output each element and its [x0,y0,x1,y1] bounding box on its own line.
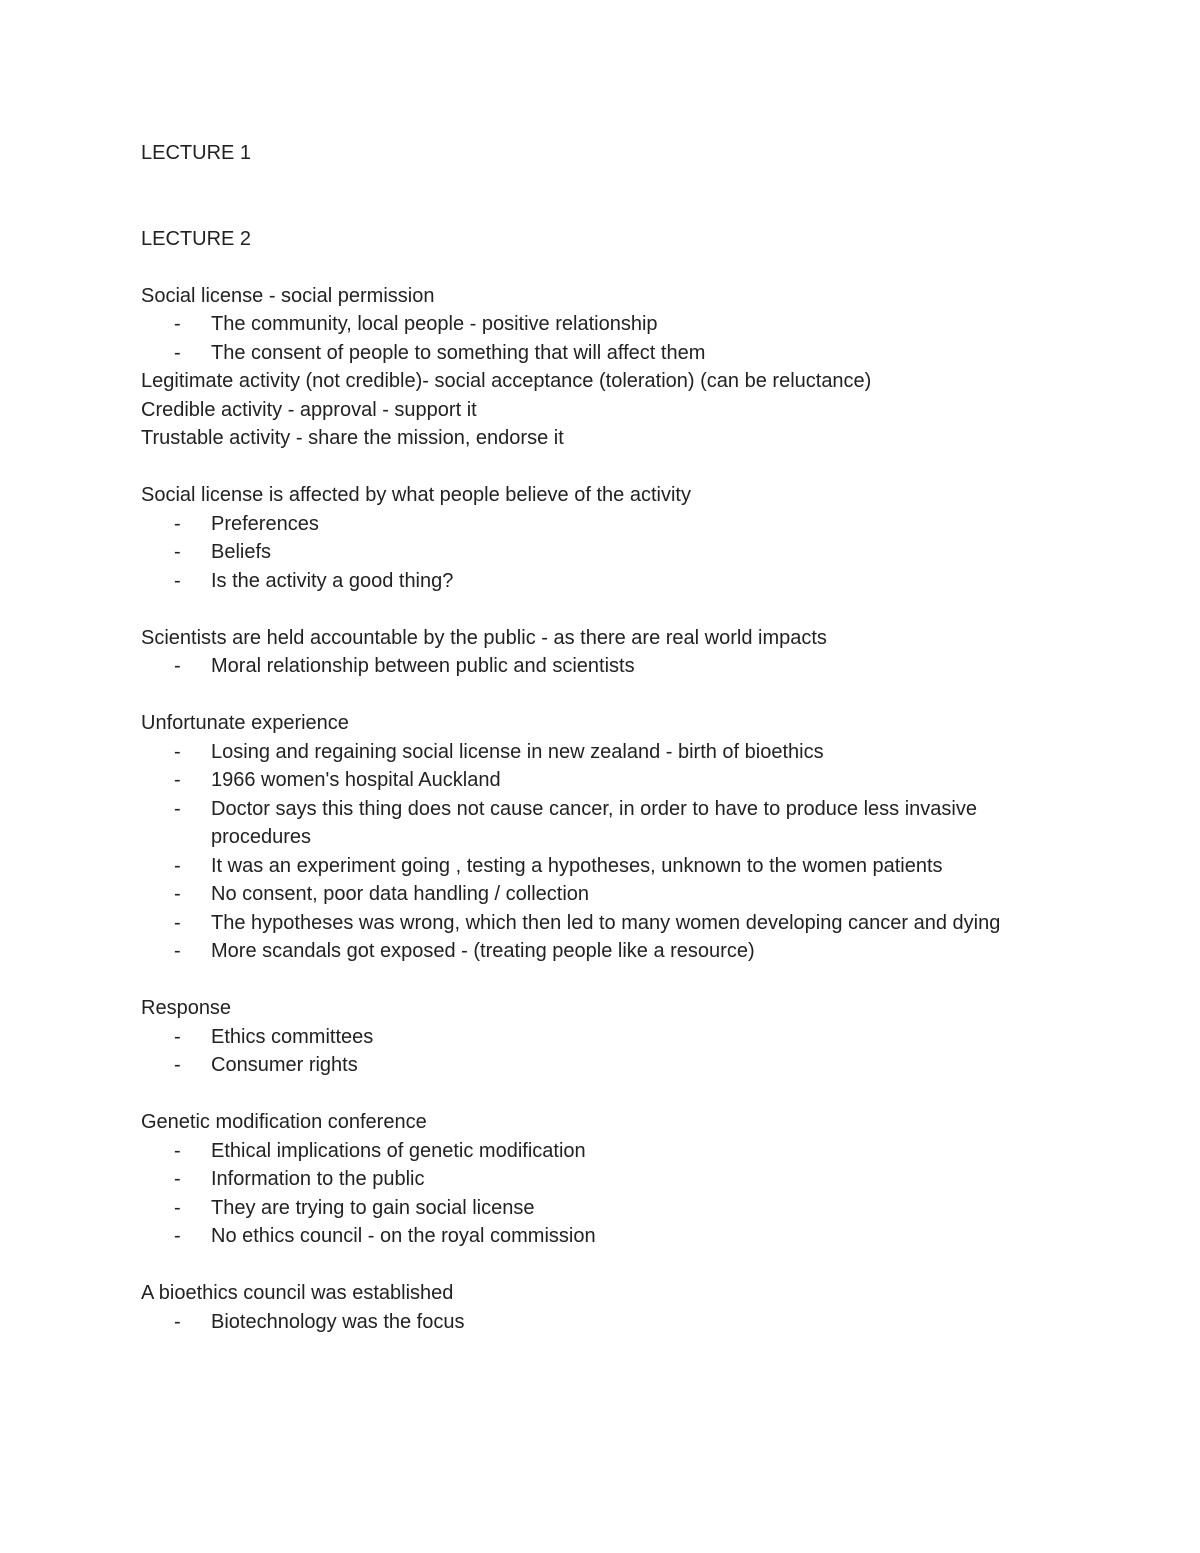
section-heading-response: Response [141,997,232,1019]
bullet-list [141,1137,1081,1251]
bullet-dash: - [174,769,181,791]
text-line: Legitimate activity (not credible)- social acceptance (toleration) (can be reluctance) [141,370,872,392]
bullet-dash: - [174,797,181,820]
list-item: - Ethics committees [141,1023,1081,1052]
bullet-dash: - [174,740,181,763]
list-item: - No consent, poor data handling / collection [141,880,1081,909]
section-heading-genetic-modification: Genetic modification conference [141,1111,427,1133]
bullet-dash: - [174,569,181,592]
bullet-list [141,510,1081,596]
list-item: - Preferences [141,510,1081,539]
list-item: - No ethics council - on the royal commission [141,1222,1081,1251]
section-heading-social-license: Social license - social permission [141,284,435,307]
list-item: - 1966 women's hospital Auckland [141,766,1081,795]
list-item: - Doctor says this thing does not cause cancer, in order to have to produce less invasive procedures [141,795,1081,852]
list-item: - Ethical implications of genetic modification [141,1137,1081,1166]
bullet-list [141,1308,1081,1337]
bullet-dash: - [174,911,181,934]
list-item: - They are trying to gain social license [141,1194,1081,1223]
list-item: - The consent of people to something that will affect them [141,339,1081,368]
list-item: - Information to the public [141,1165,1081,1194]
section-heading-bioethics-council: A bioethics council was established [141,1282,454,1304]
list-item: - The community, local people - positive relationship [141,310,1081,339]
bullet-dash: - [174,341,181,364]
bullet-dash: - [174,541,181,563]
list-item: - Losing and regaining social license in new zealand - birth of bioethics [141,738,1081,767]
bullet-dash: - [174,883,181,905]
text-line: Trustable activity - share the mission, endorse it [141,427,564,449]
bullet-dash: - [174,1310,181,1333]
bullet-dash: - [174,512,181,535]
list-item: - Is the activity a good thing? [141,567,1081,596]
section-heading-beliefs: Social license is affected by what people believe of the activity [141,484,691,506]
bullet-list [141,310,1081,367]
bullet-dash: - [174,1054,181,1076]
lecture-1-title: LECTURE 1 [141,142,252,164]
list-item: - Consumer rights [141,1051,1081,1080]
list-item: - Beliefs [141,538,1081,567]
list-item: - More scandals got exposed - (treating people like a resource) [141,937,1081,966]
bullet-dash: - [174,313,181,335]
bullet-list [141,1023,1081,1080]
list-item: - It was an experiment going , testing a hypotheses, unknown to the women patients [141,852,1081,881]
section-heading-accountability: Scientists are held accountable by the public - as there are real world impacts [141,626,827,649]
bullet-dash: - [174,1196,181,1219]
list-item: - Biotechnology was the focus [141,1308,1081,1337]
bullet-dash: - [174,1025,181,1048]
bullet-dash: - [174,1139,181,1162]
list-item: - The hypotheses was wrong, which then led to many women developing cancer and dying [141,909,1081,938]
document-page [141,139,1081,1336]
text-line: Credible activity - approval - support it [141,398,477,421]
list-item: - Moral relationship between public and scientists [141,652,1081,681]
bullet-list [141,738,1081,966]
section-heading-unfortunate-experience: Unfortunate experience [141,712,349,734]
lecture-2-title: LECTURE 2 [141,227,252,250]
bullet-dash: - [174,940,181,962]
bullet-list [141,652,1081,681]
bullet-dash: - [174,1225,181,1247]
bullet-dash: - [174,1168,181,1190]
bullet-dash: - [174,854,181,877]
bullet-dash: - [174,655,181,677]
